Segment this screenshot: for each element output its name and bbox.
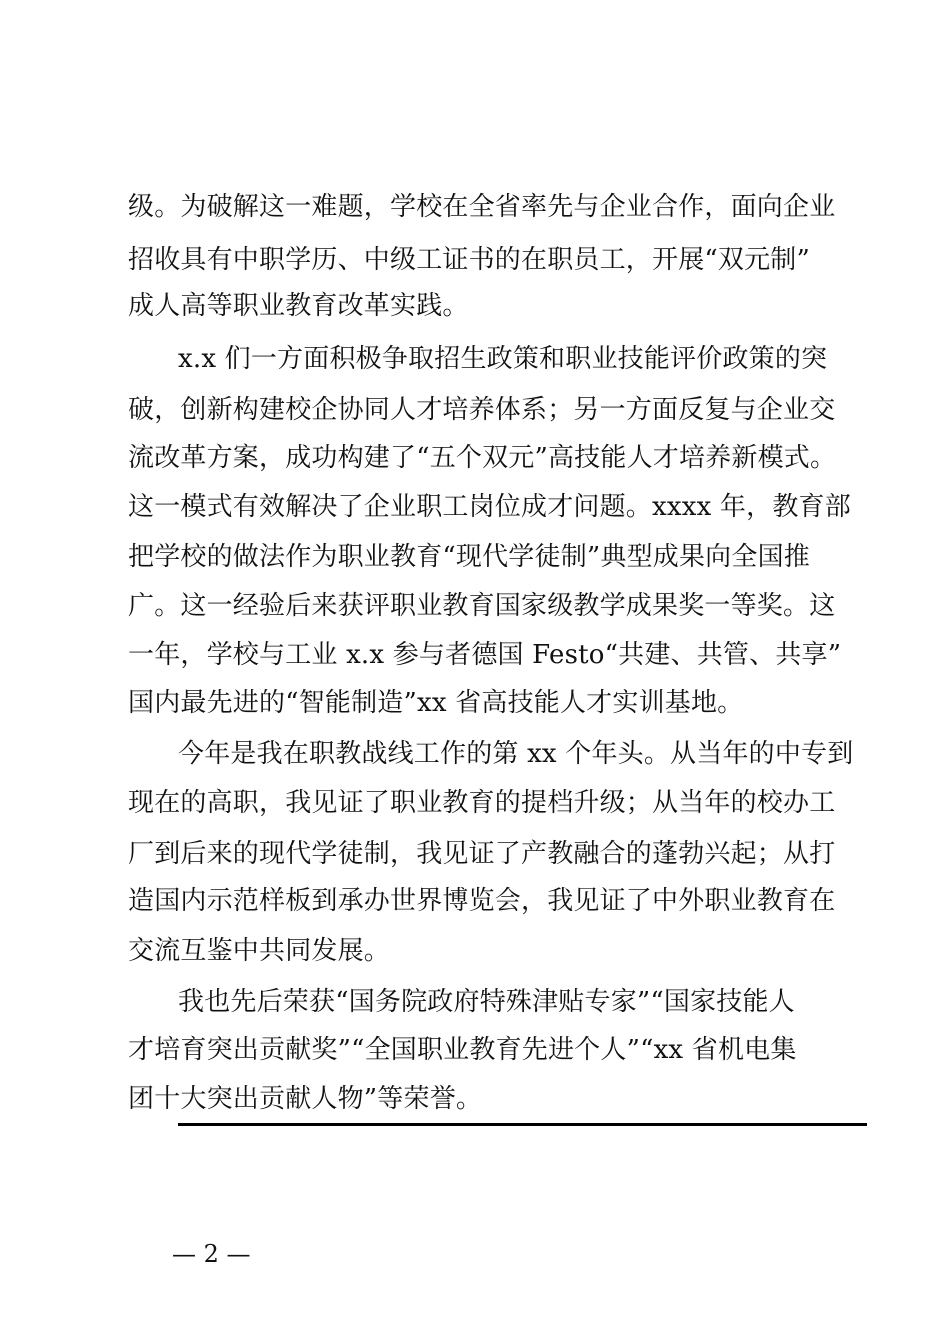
paragraph-1-line-1: 级。为破解这一难题，学校在全省率先与企业合作，面向企业: [128, 192, 836, 222]
paragraph-2-line-5: 把学校的做法作为职业教育“现代学徒制”典型成果向全国推: [128, 542, 810, 572]
paragraph-2-line-6: 广。这一经验后来获评职业教育国家级教学成果奖一等奖。这: [128, 591, 836, 621]
paragraph-2-line-1: x.x 们一方面积极争取招生政策和职业技能评价政策的突: [178, 344, 828, 374]
paragraph-4-line-1: 我也先后荣获“国务院政府特殊津贴专家”“国家技能人: [178, 987, 795, 1017]
paragraph-2-line-2: 破，创新构建校企协同人才培养体系；另一方面反复与企业交: [128, 395, 836, 425]
paragraph-2-line-4: 这一模式有效解决了企业职工岗位成才问题。xxxx 年，教育部: [128, 492, 851, 522]
paragraph-3-line-1: 今年是我在职教战线工作的第 xx 个年头。从当年的中专到: [178, 739, 854, 769]
paragraph-4-line-3: 团十大突出贡献人物”等荣誉。: [128, 1084, 483, 1114]
page-number: — 2 —: [172, 1240, 251, 1268]
paragraph-3-line-5: 交流互鉴中共同发展。: [128, 936, 391, 966]
paragraph-3-line-4: 造国内示范样板到承办世界博览会，我见证了中外职业教育在: [128, 886, 836, 916]
paragraph-2-line-3: 流改革方案，成功构建了“五个双元”高技能人才培养新模式。: [128, 443, 837, 473]
paragraph-2-line-7: 一年，学校与工业 x.x 参与者德国 Festo“共建、共管、共享”: [128, 640, 842, 670]
paragraph-1-line-2: 招收具有中职学历、中级工证书的在职员工，开展“双元制”: [128, 245, 810, 275]
paragraph-3-line-3: 厂到后来的现代学徒制，我见证了产教融合的蓬勃兴起；从打: [128, 839, 836, 869]
paragraph-4-line-2: 才培育突出贡献奖”“全国职业教育先进个人”“xx 省机电集: [128, 1035, 797, 1065]
footer-divider: [178, 1123, 867, 1126]
paragraph-1-line-3: 成人高等职业教育改革实践。: [128, 291, 469, 321]
paragraph-3-line-2: 现在的高职，我见证了职业教育的提档升级；从当年的校办工: [128, 788, 836, 818]
paragraph-2-line-8: 国内最先进的“智能制造”xx 省高技能人才实训基地。: [128, 688, 744, 718]
